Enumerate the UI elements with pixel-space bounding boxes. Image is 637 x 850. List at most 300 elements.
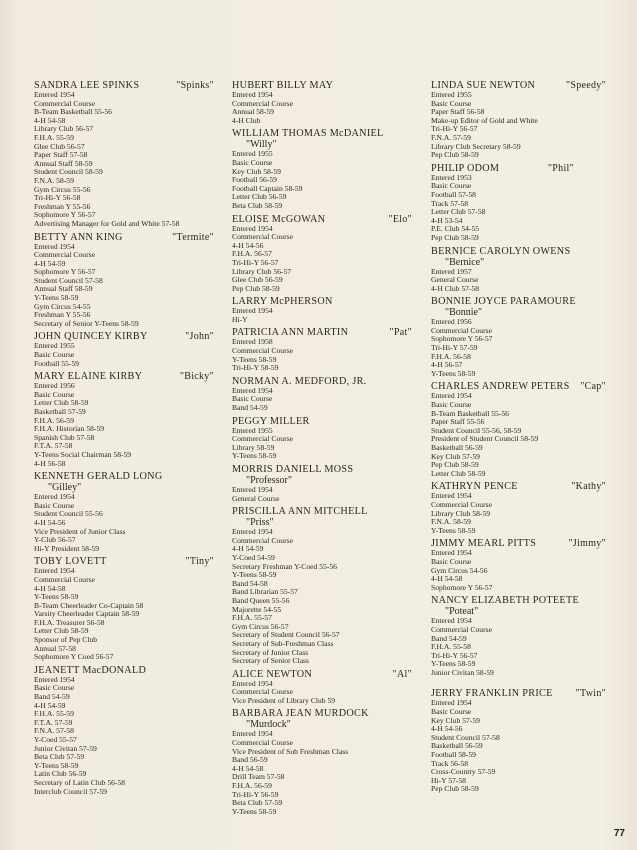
activity-line: Student Council 58-59 — [34, 167, 103, 177]
student-nickname: "Speedy" — [565, 80, 606, 91]
student-nickname: "Elo" — [388, 213, 412, 225]
student-nickname: "Bonnie" — [445, 307, 483, 319]
activity-line: Secretary of Sub-Freshman Class — [232, 638, 334, 648]
activity-line: Glee Club 56-57 — [34, 141, 85, 151]
student-entry — [431, 296, 606, 378]
activity-line: F.H.A. 56-57 — [232, 249, 272, 259]
activity-line: Paper Staff 57-58 — [34, 150, 88, 160]
activity-line: Library Club 56-57 — [232, 266, 292, 276]
student-entry — [34, 371, 214, 468]
activity-line: F.H.A. Treasurer 56-58 — [34, 617, 105, 627]
activity-line: Commercial Course — [34, 574, 95, 584]
senior-column-2 — [232, 80, 412, 819]
activity-line: Glee Club 56-59 — [232, 275, 283, 285]
student-entry — [232, 376, 412, 413]
activity-line: Cross-Country 57-59 — [431, 767, 496, 777]
activity-line: Gym Circus 56-57 — [232, 621, 289, 631]
activity-line: Basketball 56-59 — [431, 443, 483, 452]
activity-line: Football 57-58 — [431, 189, 476, 199]
activity-line: Spanish Club 57-58 — [34, 432, 95, 442]
activity-line: Y-Teens 58-59 — [232, 354, 277, 364]
activity-line: Entered 1954 — [431, 616, 472, 626]
student-name-line — [34, 371, 214, 382]
student-name: JEANETT MacDONALD — [34, 664, 147, 676]
activity-line: Freshman Y 55-56 — [34, 201, 91, 211]
student-name: BARBARA JEAN MURDOCK — [232, 708, 369, 720]
student-nickname: "Termite" — [172, 231, 214, 243]
activity-line: Entered 1954 — [232, 729, 273, 739]
activity-line: Gym Circus 55-56 — [34, 184, 91, 194]
activity-line: F.N.A. 57-59 — [431, 132, 471, 142]
activity-line: Tri-Hi-Y 56-57 — [431, 124, 478, 134]
activity-line: Y-Teens 58-59 — [34, 760, 79, 770]
student-entry — [431, 80, 606, 160]
student-name: JERRY FRANKLIN PRICE — [431, 688, 553, 700]
activity-line: Secretary Freshman Y-Coed 55-56 — [232, 561, 337, 571]
student-name: KENNETH GERALD LONG — [34, 471, 163, 483]
activity-line: Secretary of Senior Y-Teens 58-59 — [34, 318, 139, 328]
activity-line: Vice President of Library Club 59 — [232, 695, 336, 705]
student-entry — [232, 416, 412, 461]
activity-line: Library Club 56-57 — [34, 124, 94, 134]
student-name: LINDA SUE NEWTON — [431, 80, 536, 91]
activity-line: Y-Teens 58-59 — [232, 451, 277, 461]
student-name: MORRIS DANIELL MOSS — [232, 464, 354, 475]
activity-line: Y-Teens 58-59 — [431, 525, 476, 535]
student-nickname: "Kathy" — [571, 481, 606, 493]
activity-line: Secretary of Junior Class — [232, 647, 309, 657]
activity-line: Junior Civitan 58-59 — [431, 667, 494, 677]
activity-line: Y-Teens Social Chairman 58-59 — [34, 449, 132, 459]
student-entry — [232, 669, 412, 706]
activity-line: Basic Course — [34, 683, 75, 693]
activity-line: 4-H 54-58 — [431, 574, 463, 584]
student-name-line — [34, 471, 214, 482]
activity-line: Key Club 57-59 — [431, 451, 480, 461]
activity-line: Entered 1955 — [431, 90, 472, 99]
activity-line: 4-H Club — [232, 115, 261, 125]
activity-line: Pep Club 58-59 — [431, 150, 479, 160]
student-name-line — [431, 80, 606, 91]
activity-line: Tri-Hi-Y 58-59 — [232, 363, 279, 373]
activity-line: Y-Teens 58-59 — [34, 592, 79, 602]
activity-line: 4-H 54-58 — [232, 763, 264, 773]
student-name-line — [34, 556, 214, 567]
student-entry — [34, 471, 214, 553]
activity-line: Tri-Hi-Y 56-57 — [232, 257, 279, 267]
student-name: NANCY ELIZABETH POTEETE — [431, 595, 579, 607]
activity-line: Commercial Course — [34, 98, 95, 108]
student-name-line — [431, 246, 606, 257]
activity-line: Student Council 55-56, 58-59 — [431, 425, 522, 435]
student-nickname: "Spinks" — [176, 80, 214, 91]
activity-line: F.N.A. 57-58 — [34, 726, 74, 736]
student-name-line — [431, 296, 606, 307]
student-nickname: "Jimmy" — [568, 538, 606, 550]
student-name: CHARLES ANDREW PETERS — [431, 381, 570, 393]
student-nickname: "Bernice" — [445, 256, 485, 268]
activity-line: Library Club Secretary 58-59 — [431, 141, 521, 151]
student-name-line — [232, 327, 412, 338]
student-name: ALICE NEWTON — [232, 668, 313, 680]
activity-line: Secretary of Latin Club 56-58 — [34, 777, 126, 787]
activity-line: Student Council 57-58 — [34, 275, 103, 285]
activity-line: B-Team Cheerleader Co-Captain 58 — [34, 600, 144, 610]
student-name: BETTY ANN KING — [34, 231, 123, 243]
activity-line: Band Librarian 55-57 — [232, 587, 298, 597]
activity-line: Y-Teens 58-59 — [431, 659, 476, 669]
activity-line: Band 54-59 — [34, 692, 70, 702]
student-name-line — [34, 80, 214, 91]
student-entry — [232, 128, 412, 210]
activity-line: Y-Teens 58-59 — [431, 368, 476, 378]
activity-line: Track 56-58 — [431, 758, 469, 768]
activity-line: Football 56-59 — [232, 175, 277, 185]
activity-line: Y-Teens 58-59 — [34, 293, 79, 303]
activity-line: Basic Course — [34, 389, 75, 399]
activity-line: Varsity Cheerleader Captain 58-59 — [34, 609, 140, 619]
activity-line: Tri-Hi-Y 56-58 — [34, 193, 81, 203]
activity-line: Basketball 56-59 — [431, 741, 483, 751]
student-name-line — [431, 381, 606, 392]
activity-line: Entered 1955 — [232, 149, 273, 159]
activity-line: Sophomore Y Coed 56-57 — [34, 652, 114, 662]
activity-line: Basic Course — [232, 394, 273, 404]
student-entry — [232, 327, 412, 372]
activity-line: 4-H Club 57-58 — [431, 283, 480, 293]
student-name: TOBY LOVETT — [34, 556, 107, 568]
student-nickname: "Willy" — [246, 139, 277, 151]
activity-line: Entered 1954 — [34, 566, 75, 576]
activity-line: F.T.A. 57-59 — [34, 717, 73, 727]
activity-line: Entered 1956 — [431, 317, 472, 327]
activity-line: Basic Course — [34, 500, 75, 510]
activity-line: Sophomore Y 56-57 — [431, 582, 493, 592]
activity-line: Sophomore Y 56-57 — [34, 210, 96, 220]
activity-line: 4-H 54-58 — [34, 583, 66, 593]
activity-line: Tri-Hi-Y 57-59 — [431, 343, 478, 353]
activity-line: Tri-Hi-Y 56-57 — [431, 650, 478, 660]
activity-line: 4-H 54-59 — [34, 700, 66, 710]
student-nickname: "Gilley" — [48, 482, 82, 494]
activity-line: Entered 1954 — [431, 391, 472, 401]
activity-line: Entered 1954 — [431, 491, 472, 501]
activity-line: 4-H 54-56 — [232, 240, 264, 250]
activity-line: Band 54-58 — [232, 578, 268, 588]
activity-line: Hi-Y President 58-59 — [34, 543, 100, 553]
activity-line: Student Council 55-56 — [34, 509, 103, 519]
student-name-line — [431, 481, 606, 492]
activity-line: Beta Club 57-59 — [34, 752, 85, 762]
activity-line: Entered 1954 — [232, 385, 273, 395]
activity-line: Junior Civitan 57-59 — [34, 743, 97, 753]
student-entry — [431, 246, 606, 294]
activity-line: Entered 1954 — [232, 90, 273, 99]
activity-line: F.H.A. 56-58 — [431, 351, 471, 361]
student-name-line — [431, 538, 606, 549]
activity-line: F.T.A. 57-58 — [34, 441, 73, 451]
student-nickname: "Cap" — [580, 381, 606, 393]
activity-line: Commercial Course — [34, 250, 95, 260]
activity-line: General Course — [232, 493, 280, 503]
student-name: PEGGY MILLER — [232, 415, 310, 427]
activity-line: Pep Club 58-59 — [431, 784, 479, 794]
student-nickname: "Twin" — [575, 688, 606, 700]
student-nickname: "Pat" — [389, 327, 412, 339]
student-name-line — [232, 376, 412, 387]
activity-line: Secretary of Senior Class — [232, 656, 309, 666]
activity-line: Y-Coed 55-57 — [34, 735, 77, 744]
activity-line: Football Captain 58-59 — [232, 183, 303, 193]
activity-line: Hi-Y 57-58 — [431, 775, 466, 785]
activity-line: Advertising Manager for Gold and White 57-58 — [34, 218, 180, 228]
student-name-line — [431, 595, 606, 606]
activity-line: Commercial Course — [431, 499, 492, 509]
activity-line: Annual Staff 58-59 — [34, 158, 93, 168]
activity-line: Entered 1954 — [232, 527, 273, 537]
activity-line: President of Student Council 58-59 — [431, 434, 539, 444]
activity-line: Band Queen 55-56 — [232, 595, 290, 605]
activity-line: Commercial Course — [232, 687, 293, 697]
activity-line: Gym Circus 54-56 — [431, 565, 488, 575]
activity-line: Football 58-59 — [431, 750, 476, 760]
activity-line: Entered 1955 — [34, 341, 75, 351]
student-name: WILLIAM THOMAS McDANIEL — [232, 128, 384, 140]
activity-line: Letter Club 57-58 — [431, 207, 486, 217]
activity-line: Entered 1953 — [431, 172, 472, 182]
activity-line: Entered 1954 — [232, 306, 273, 316]
activity-line: Annual 58-59 — [232, 107, 274, 117]
student-nickname: "Professor" — [246, 475, 292, 486]
activity-line: Freshman Y 55-56 — [34, 310, 91, 320]
activity-line: Entered 1954 — [34, 241, 75, 251]
student-entry — [34, 80, 214, 229]
activity-line: 4-H 54-59 — [34, 258, 66, 268]
activity-line: F.H.A. 55-58 — [431, 642, 471, 652]
student-entry — [431, 688, 606, 794]
activity-line: Basic Course — [232, 157, 273, 167]
student-entry — [431, 595, 606, 677]
student-entry — [232, 214, 412, 294]
activity-line: Majorette 54-55 — [232, 604, 282, 614]
activity-line: F.H.A. 55-57 — [232, 613, 272, 623]
activity-line: Entered 1954 — [34, 674, 75, 684]
activity-line: F.H.A. 55-59 — [34, 132, 74, 142]
activity-line: Commercial Course — [232, 98, 293, 108]
activity-line: Interclub Council 57-59 — [34, 786, 107, 796]
student-name: NORMAN A. MEDFORD, JR. — [232, 375, 367, 387]
activity-line: Sophomore Y 56-57 — [431, 334, 493, 344]
student-nickname: "John" — [185, 331, 214, 343]
activity-line: Basic Course — [431, 707, 472, 717]
nickname-line — [431, 257, 606, 268]
student-nickname: "Priss" — [246, 517, 274, 529]
senior-column-1 — [34, 80, 214, 799]
student-nickname: "Poteat" — [445, 606, 479, 618]
activity-line: Pep Club 58-59 — [431, 460, 479, 470]
activity-line: Letter Club 56-59 — [232, 192, 287, 202]
activity-line: 4-H 56-58 — [34, 458, 66, 468]
student-name-line — [232, 506, 412, 517]
activity-line: Latin Club 56-59 — [34, 769, 87, 779]
student-name: PHILIP ODOM — [431, 162, 500, 174]
student-name: LARRY McPHERSON — [232, 296, 333, 308]
activity-line: 4-H 54-56 — [34, 517, 66, 527]
activity-line: Basic Course — [431, 556, 472, 566]
activity-line: Football 55-59 — [34, 358, 79, 368]
activity-line: 4-H 54-59 — [232, 544, 264, 554]
student-name: HUBERT BILLY MAY — [232, 80, 334, 91]
activity-line: Basic Course — [431, 400, 472, 410]
student-name: BONNIE JOYCE PARAMOURE — [431, 296, 576, 308]
student-entry — [431, 481, 606, 535]
activity-line: Entered 1954 — [431, 548, 472, 558]
activity-line: General Course — [431, 275, 479, 285]
student-name-line — [232, 708, 412, 719]
student-entry — [232, 506, 412, 666]
student-entry — [232, 80, 412, 125]
activity-line: Entered 1954 — [232, 485, 273, 494]
activity-line: Make-up Editor of Gold and White — [431, 115, 538, 125]
activity-line: F.H.A. 56-59 — [232, 781, 272, 791]
activity-line: Entered 1954 — [232, 223, 273, 233]
activity-line: Basketball 57-59 — [34, 407, 86, 416]
activity-line: Band 56-59 — [232, 755, 268, 765]
activity-line: Band 54-59 — [431, 633, 467, 643]
activity-line: Entered 1955 — [232, 425, 273, 435]
activity-line: Letter Club 58-59 — [34, 398, 89, 408]
activity-line: Vice President of Junior Class — [34, 526, 126, 536]
student-entry — [34, 556, 214, 662]
activity-line: Basic Course — [431, 98, 472, 108]
student-entry — [34, 232, 214, 329]
student-name-line — [34, 331, 214, 342]
activity-line: Tri-Hi-Y 56-59 — [232, 789, 279, 799]
student-entry — [34, 665, 214, 796]
activity-line: P.E. Club 54-55 — [431, 224, 480, 234]
student-nickname: "Murdock" — [246, 719, 291, 731]
activity-line: 4-H 53-54 — [431, 215, 463, 225]
activity-line: Pep Club 58-59 — [431, 232, 479, 242]
activity-line: Basic Course — [34, 350, 75, 360]
activity-line: Entered 1954 — [34, 492, 75, 502]
activity-line: Y-Teens 58-59 — [232, 570, 277, 580]
activity-line: Sophomore Y 56-57 — [34, 267, 96, 277]
activity-line: Entered 1957 — [431, 266, 472, 276]
activity-line: Library Club 58-59 — [431, 508, 491, 518]
activity-line: Commercial Course — [431, 325, 492, 335]
activity-line: Key Club 57-59 — [431, 715, 480, 725]
student-name: JIMMY MEARL PITTS — [431, 538, 537, 550]
student-nickname: "Tiny" — [185, 556, 214, 568]
activity-line: Letter Club 58-59 — [431, 468, 486, 478]
activity-line: Basic Course — [431, 181, 472, 191]
student-nickname: "Al" — [392, 668, 412, 680]
activity-line: F.H.A. 55-59 — [34, 709, 74, 719]
activity-line: Beta Club 58-59 — [232, 200, 283, 210]
activity-line: Drill Team 57-58 — [232, 772, 285, 782]
activity-line: Commercial Course — [232, 232, 293, 242]
activity-line: Entered 1954 — [232, 678, 273, 688]
student-name: SANDRA LEE SPINKS — [34, 80, 140, 91]
activity-line: Y-Teens 58-59 — [232, 806, 277, 816]
activity-line: F.H.A. Historian 58-59 — [34, 424, 105, 434]
student-name: JOHN QUINCEY KIRBY — [34, 331, 148, 343]
activity-line: Entered 1954 — [34, 90, 75, 99]
student-name-line — [232, 669, 412, 680]
activity-line: Library 58-59 — [232, 442, 275, 452]
activity-line: Track 57-58 — [431, 198, 469, 208]
student-entry — [431, 381, 606, 478]
activity-line: Entered 1954 — [431, 698, 472, 708]
activity-line: Sponsor of Pep Club — [34, 635, 98, 645]
student-name-line — [232, 128, 412, 139]
student-name-line — [431, 688, 606, 699]
senior-column-3 — [431, 80, 606, 797]
student-name-line — [232, 296, 412, 307]
student-name-line — [232, 416, 412, 427]
activity-line: Secretary of Student Council 56-57 — [232, 630, 340, 640]
activity-line: Letter Club 58-59 — [34, 626, 89, 636]
student-name-line — [232, 464, 412, 475]
student-entry — [431, 163, 606, 243]
student-name: KATHRYN PENCE — [431, 481, 518, 493]
activity-line: Paper Staff 56-58 — [431, 107, 485, 117]
activity-line: Commercial Course — [232, 346, 293, 356]
student-name: MARY ELAINE KIRBY — [34, 371, 143, 383]
activity-line: 4-H 56-57 — [431, 360, 463, 370]
activity-line: 4-H 54-56 — [431, 724, 463, 734]
student-name-line — [431, 163, 606, 174]
student-entry — [232, 296, 412, 324]
activity-line: Annual 57-58 — [34, 643, 76, 653]
activity-line: Band 54-59 — [232, 403, 268, 413]
student-name-line — [232, 214, 412, 225]
activity-line: Key Club 58-59 — [232, 166, 281, 176]
activity-line: Y-Coed 54-59 — [232, 552, 275, 562]
student-nickname: "Phil" — [547, 162, 574, 174]
activity-line: F.H.A. 56-59 — [34, 415, 74, 425]
activity-line: Annual Staff 58-59 — [34, 284, 93, 294]
activity-line: Entered 1956 — [34, 381, 75, 391]
activity-line: Paper Staff 55-56 — [431, 417, 485, 427]
activity-line: Gym Circus 54-55 — [34, 301, 91, 311]
activity-line: Student Council 57-58 — [431, 732, 500, 742]
student-name-line — [34, 665, 214, 676]
student-name-line — [232, 80, 412, 91]
activity-line: B-Team Basketball 55-56 — [431, 408, 509, 418]
student-nickname: "Bicky" — [179, 371, 214, 383]
activity-line: Beta Club 57-59 — [232, 798, 283, 808]
student-name: PRISCILLA ANN MITCHELL — [232, 506, 368, 518]
activity-line: Commercial Course — [232, 738, 293, 748]
activity-line: Commercial Course — [431, 624, 492, 634]
activity-line: Y-Club 56-57 — [34, 535, 76, 545]
activity-line: 4-H 54-58 — [34, 115, 66, 125]
student-name: BERNICE CAROLYN OWENS — [431, 245, 571, 257]
student-entry — [232, 708, 412, 816]
activity-line: F.N.A. 58-59 — [34, 175, 74, 185]
student-name: PATRICIA ANN MARTIN — [232, 327, 349, 339]
activity-line: Vice President of Sub Freshman Class — [232, 746, 349, 756]
activity-line: F.N.A. 58-59 — [431, 517, 471, 527]
student-name: ELOISE McGOWAN — [232, 213, 326, 225]
student-name-line — [34, 232, 214, 243]
activity-line: Entered 1958 — [232, 337, 273, 347]
activity-line: Commercial Course — [232, 434, 293, 444]
activity-line: Hi-Y — [232, 314, 248, 324]
student-entry — [431, 538, 606, 592]
